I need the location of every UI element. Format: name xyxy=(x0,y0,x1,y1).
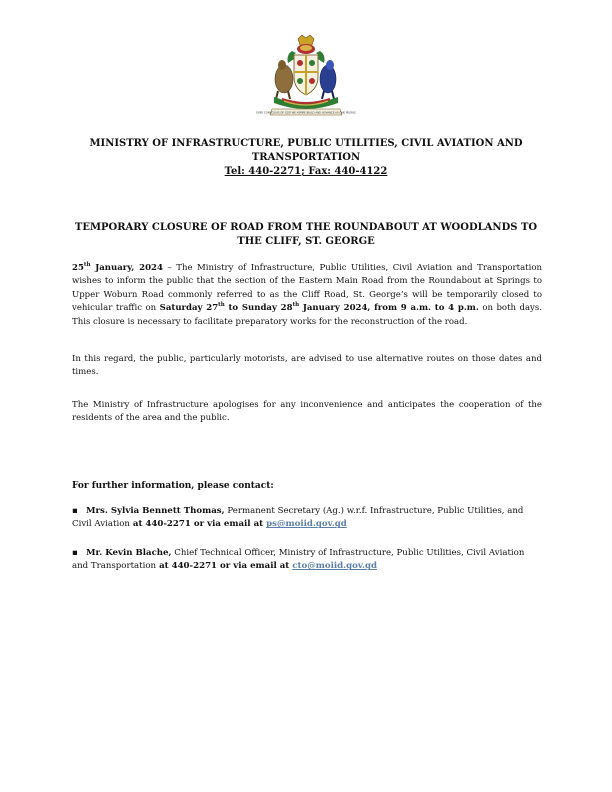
ministry-header xyxy=(70,137,542,179)
coat-of-arms-emblem xyxy=(256,33,356,121)
notice-title: TEMPORARY CLOSURE OF ROAD FROM THE ROUNDABOUT AT WOODLANDS TO THE CLIFF, ST. GEORGE xyxy=(74,222,538,247)
contact-name: Mr. Kevin Blache, xyxy=(86,548,172,558)
ministry-name: MINISTRY OF INFRASTRUCTURE, PUBLIC UTILITIES, CIVIL AVIATION AND TRANSPORTATION xyxy=(89,138,523,163)
notice-paragraph-1: 25th January, 2024 – The Ministry of Infrastructure, Public Utilities, Civil Aviation and Transportation wishes to inform the public that the section of the Eastern Main Road from the Roundabout at Springs to Upper Woburn Road commonly referred to as the Cliff Road, St. George’s will be temporarily closed to vehicular traffic on Saturday 27th to Sunday 28th January 2024, from 9 a.m. to 4 p.m. on both days. This closure is necessary to facilitate preparatory works for the reconstruction of the road. xyxy=(72,262,542,327)
bullet-icon: ▪ xyxy=(72,506,78,516)
contact-phone: at 440-2271 or via email at xyxy=(129,519,267,530)
svg-text:EVER CONSCIOUS OF GOD WE ASPIR: EVER CONSCIOUS OF GOD WE ASPIRE BUILD AND ADVANCE AS ONE PEOPLE xyxy=(256,111,356,115)
contact-role: Permanent Secretary (Ag.) w.r.f. Infrastructure, Public Utilities, and Civil Aviation xyxy=(72,506,524,530)
contact-item xyxy=(72,547,542,574)
contact-phone: at 440-2271 or via email at xyxy=(156,561,293,572)
contacts-heading: For further information, please contact: xyxy=(72,481,274,491)
contact-item xyxy=(72,505,542,532)
bullet-icon: ▪ xyxy=(72,548,78,558)
notice-paragraph-3: The Ministry of Infrastructure apologises for any inconvenience and anticipates the cooperation of the residents of the area and the public. xyxy=(72,400,542,424)
notice-paragraph-2: In this regard, the public, particularly motorists, are advised to use alternative routes on those dates and times. xyxy=(72,354,542,378)
contact-email-link[interactable]: cto@moiid.gov.gd xyxy=(292,561,378,572)
ministry-contact-line: Tel: 440-2271; Fax: 440-4122 xyxy=(224,166,388,177)
contact-name: Mrs. Sylvia Bennett Thomas, xyxy=(86,506,225,516)
contact-role: Chief Technical Officer, Ministry of Infrastructure, Public Utilities, Civil Aviation and Transportation xyxy=(72,548,525,572)
contact-email-link[interactable]: ps@moiid.gov.gd xyxy=(266,519,347,530)
